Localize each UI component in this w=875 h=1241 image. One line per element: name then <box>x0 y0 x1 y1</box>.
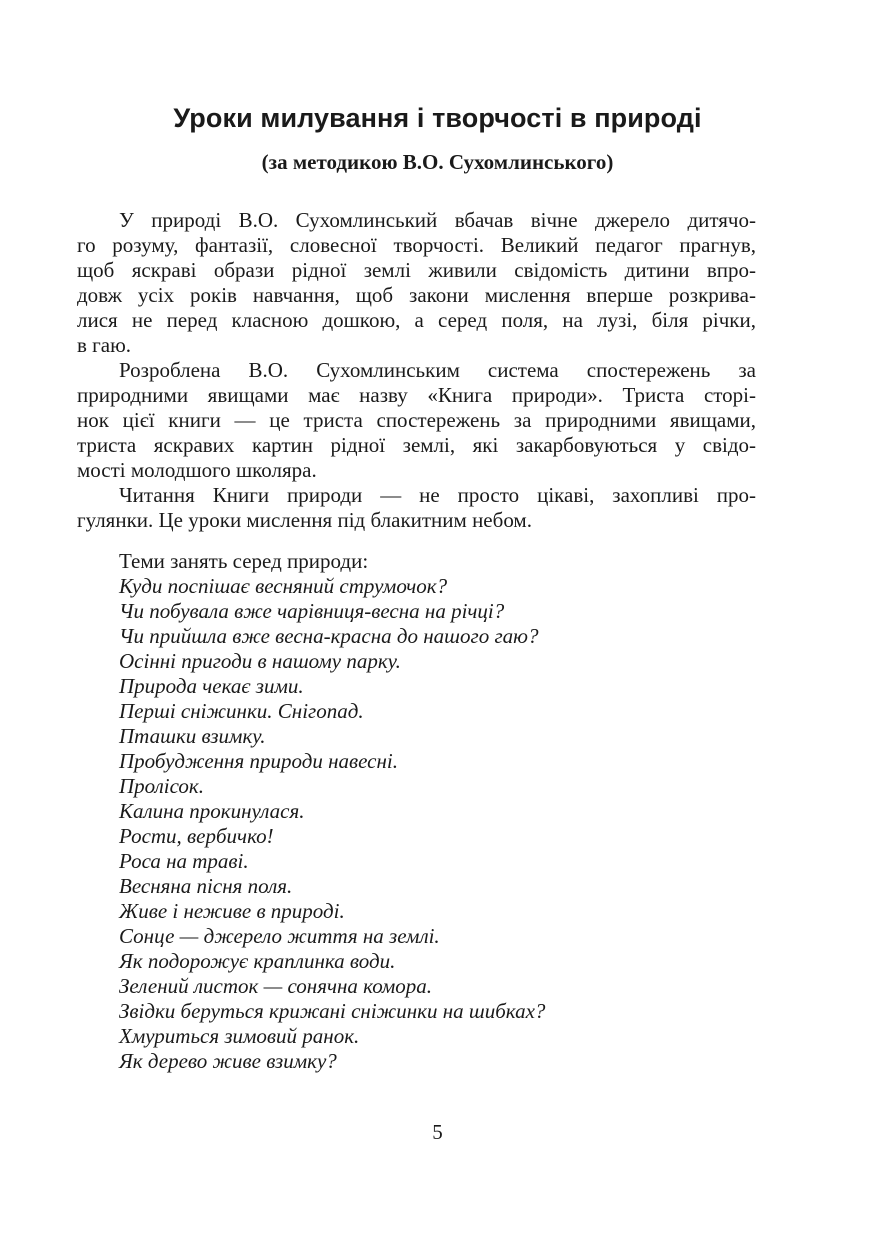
page-subtitle: (за методикою В.О. Сухомлинського) <box>261 150 614 174</box>
paragraph <box>77 483 756 533</box>
topic-item: Хмуриться зимовий ранок. <box>119 1024 360 1048</box>
topic-item: Живе і неживе в природі. <box>119 899 345 923</box>
paragraph-line: Розроблена В.О. Сухомлинським система спостережень за <box>119 358 756 382</box>
topic-item: Пташки взимку. <box>119 724 266 748</box>
topic-item: Весняна пісня поля. <box>119 874 293 898</box>
topic-item: Рости, вербичко! <box>119 824 274 848</box>
paragraph-line: триста яскравих картин рідної землі, які закарбовуються у свідо- <box>77 433 756 457</box>
paragraph-line: щоб яскраві образи рідної землі живили свідомість дитини впро- <box>77 258 756 282</box>
topics-list <box>119 549 545 1074</box>
topic-item: Калина прокинулася. <box>119 799 305 823</box>
topic-item: Куди поспішає весняний струмочок? <box>119 574 448 598</box>
paragraph-line: довж усіх років навчання, щоб закони мислення вперше розкрива- <box>77 283 756 307</box>
page-number: 5 <box>432 1120 443 1144</box>
topic-item: Звідки беруться крижані сніжинки на шибках? <box>119 999 546 1023</box>
paragraph-line: лися не перед класною дошкою, а серед поля, на лузі, біля річки, <box>77 308 756 332</box>
topic-item: Осінні пригоди в нашому парку. <box>119 649 401 673</box>
paragraph-line: нок цієї книги — це триста спостережень за природними явищами, <box>77 408 756 432</box>
topics-heading: Теми занять серед природи: <box>119 549 369 573</box>
topic-item: Природа чекає зими. <box>119 674 304 698</box>
topic-item: Зелений листок — сонячна комора. <box>119 974 433 998</box>
topic-item: Пролісок. <box>119 774 205 798</box>
paragraph-line: гулянки. Це уроки мислення під блакитним небом. <box>77 508 532 532</box>
paragraph <box>77 358 756 483</box>
paragraph <box>77 208 756 358</box>
paragraph-line: мості молодшого школяра. <box>77 458 317 482</box>
paragraph-line: Читання Книги природи — не просто цікаві, захопливі про- <box>119 483 756 507</box>
topic-item: Роса на траві. <box>119 849 249 873</box>
paragraph-line: У природі В.О. Сухомлинський вбачав вічне джерело дитячо- <box>119 208 756 232</box>
body-text <box>77 208 756 533</box>
paragraph-line: го розуму, фантазії, словесної творчості. Великий педагог прагнув, <box>77 233 756 257</box>
topic-item: Чи побувала вже чарівниця-весна на річці? <box>119 599 505 623</box>
topic-item: Як подорожує краплинка води. <box>119 949 396 973</box>
topic-item: Чи прийшла вже весна-красна до нашого гаю? <box>119 624 539 648</box>
page-title: Уроки милування і творчості в природі <box>173 103 702 133</box>
topic-item: Сонце — джерело життя на землі. <box>119 924 440 948</box>
paragraph-line: природними явищами має назву «Книга природи». Триста сторі- <box>77 383 756 407</box>
paragraph-line: в гаю. <box>77 333 132 357</box>
topic-item: Як дерево живе взимку? <box>119 1049 337 1073</box>
topic-item: Перші сніжинки. Снігопад. <box>119 699 364 723</box>
topic-item: Пробудження природи навесні. <box>119 749 398 773</box>
